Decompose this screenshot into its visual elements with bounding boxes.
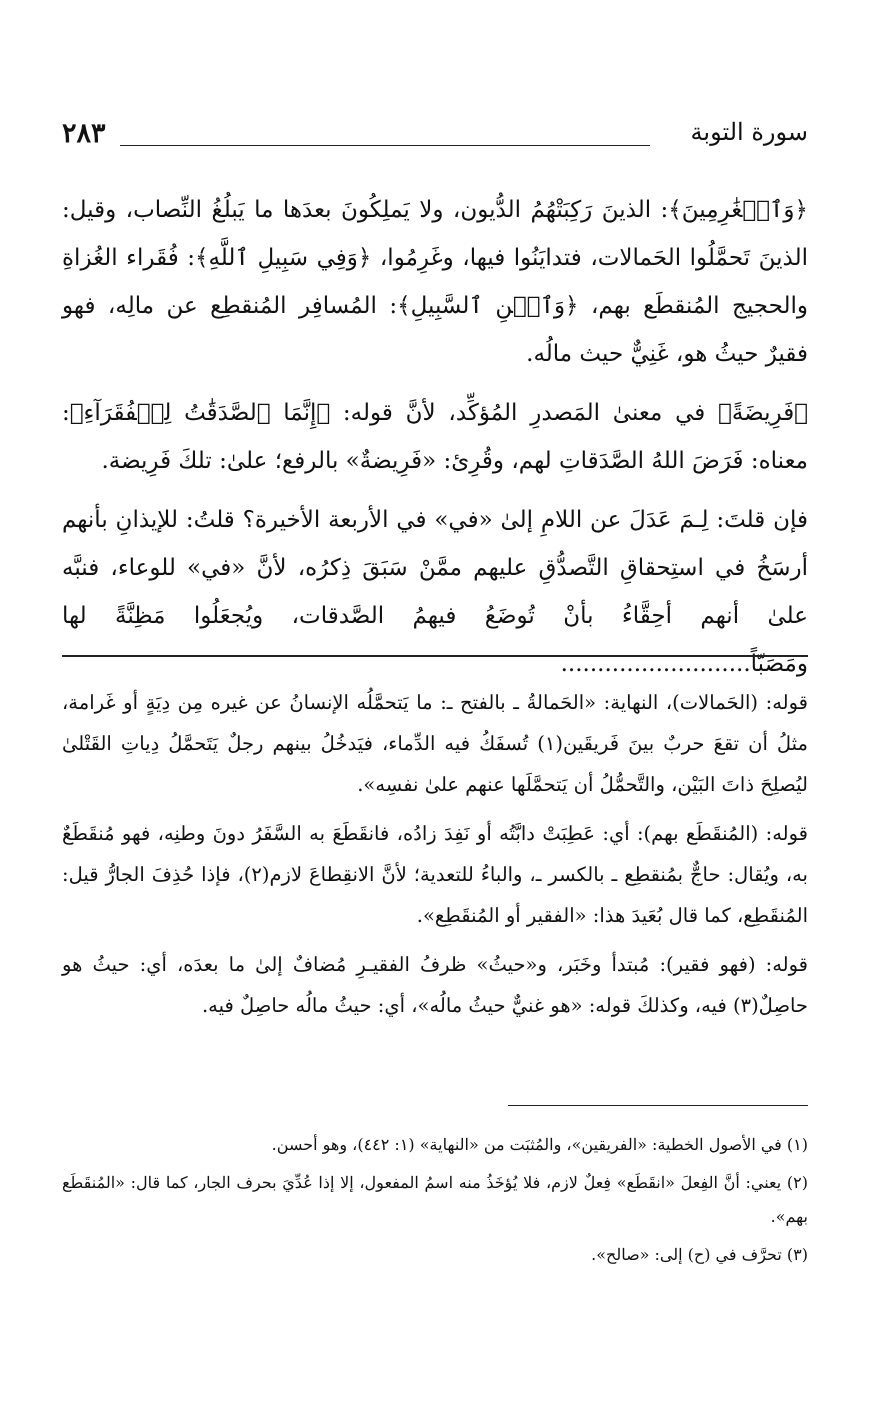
commentary-section (62, 682, 808, 1034)
footnote: (١) في الأصول الخطية: «الفريقين»، والمُثبَت من «النهاية» (١: ٤٤٢)، وهو أحسن. (271, 1135, 808, 1154)
main-paragraph: فإن قلتَ: لِـمَ عَدَلَ عن اللامِ إلىٰ «في» في الأربعة الأخيرة؟ قلتُ: للإيذانِ بأنهم أرسَخُ في استِحقاقِ التَّصدُّقِ عليهم ممَّنْ سَبَقَ ذِكرُه، لأنَّ «في» للوعاء، فنبَّه علىٰ أنهم أحِقَّاءُ بأنْ تُوضَعُ فيهمُ الصَّدقات، ويُجعَلُوا مَظِنَّةً لها ومَصَبّاً.......................... (62, 507, 808, 677)
footnote: (٢) يعني: أنَّ الفِعلَ «انقَطَع» فِعلٌ لازم، فلا يُؤخَذُ منه اسمُ المفعول، إلا إذا عُدِّيَ بحرف الجار، كما قال: «المُنقَطَع بهم». (62, 1173, 808, 1226)
footnote: (٣) تحرَّف في (ح) إلى: «صالح». (591, 1245, 808, 1264)
commentary-paragraph: قوله: (الحَمالات)، النهاية: «الحَمالةُ ـ بالفتح ـ: ما يَتحمَّلُه الإنسانُ عن غيره مِن دِيَةٍ أو غَرامة، مثلُ أن تقعَ حربٌ بينَ فَريقَين(١) تُسفَكُ فيه الدِّماء، فيَدخُلُ بينهم رجلٌ يَتَحمَّلُ دِياتِ القَتْلىٰ ليُصلِحَ ذاتَ البَيْن، والتَّحمُّلُ أن يَتحمَّلَها عنهم علىٰ نفسِه». (62, 691, 808, 796)
section-divider (62, 655, 808, 657)
commentary-paragraph: قوله: (المُنقَطَع بهم): أي: عَطِبَتْ دابَّتُه أو نَفِدَ زادُه، فانقَطَعَ به السَّفَرُ دونَ وطنِه، فهو مُنقَطَعٌ به، ويُقال: حاجٌّ بمُنقطِع ـ بالكسر ـ، والباءُ للتعدية؛ لأنَّ الانقِطاعَ لازم(٢)، فإذا حُذِفَ الجارُّ قيل: المُنقَطِع، كما قال بُعَيدَ هذا: «الفقير أو المُنقَطِع». (62, 822, 808, 927)
main-paragraph: ﴿وَٱلۡغَٰرِمِينَ﴾: الذينَ رَكِبَتْهُمُ الدُّيون، ولا يَملِكُونَ بعدَها ما يَبلُغُ النِّصاب، وقيل: الذينَ تَحمَّلُوا الحَمالات، فتدايَنُوا فيها، وغَرِمُوا، ﴿وَفِي سَبِيلِ ٱللَّهِ﴾: فُقَراء الغُزاةِ والحجيج المُنقطَع بهم، ﴿وَٱبۡنِ ٱلسَّبِيلِ﴾: المُسافِر المُنقطِع عن مالِه، فهو فقيرٌ حيثُ هو، غَنِيٌّ حيث مالُه. (62, 197, 808, 367)
footnotes-section (62, 1128, 808, 1276)
commentary-paragraph: قوله: (فهو فقير): مُبتدأ وخَبَر، و«حيثُ» ظرفُ الفقيـرِ مُضافٌ إلىٰ ما بعدَه، أي: حيثُ هو حاصِلٌ(٣) فيه، وكذلكَ قوله: «هو غنيٌّ حيثُ مالُه»، أي: حيثُ مالُه حاصِلٌ فيه. (62, 953, 808, 1017)
main-paragraph: ﴿فَرِيضَةً﴾ في معنىٰ المَصدرِ المُؤكِّد، لأنَّ قوله: ﴿إِنَّمَا ٱلصَّدَقَٰتُ لِلۡفُقَرَآءِ﴾: معناه: فَرَضَ اللهُ الصَّدَقاتِ لهم، وقُرِئ: «فَرِيضةٌ» بالرفع؛ علىٰ: تلكَ فَرِيضة. (62, 400, 808, 474)
surah-title: سورة التوبة (690, 118, 808, 146)
footnote-rule (508, 1105, 808, 1106)
page-header (62, 118, 808, 158)
header-rule (120, 145, 650, 146)
page-number: ٢٨٣ (62, 118, 106, 149)
main-text (62, 186, 808, 699)
